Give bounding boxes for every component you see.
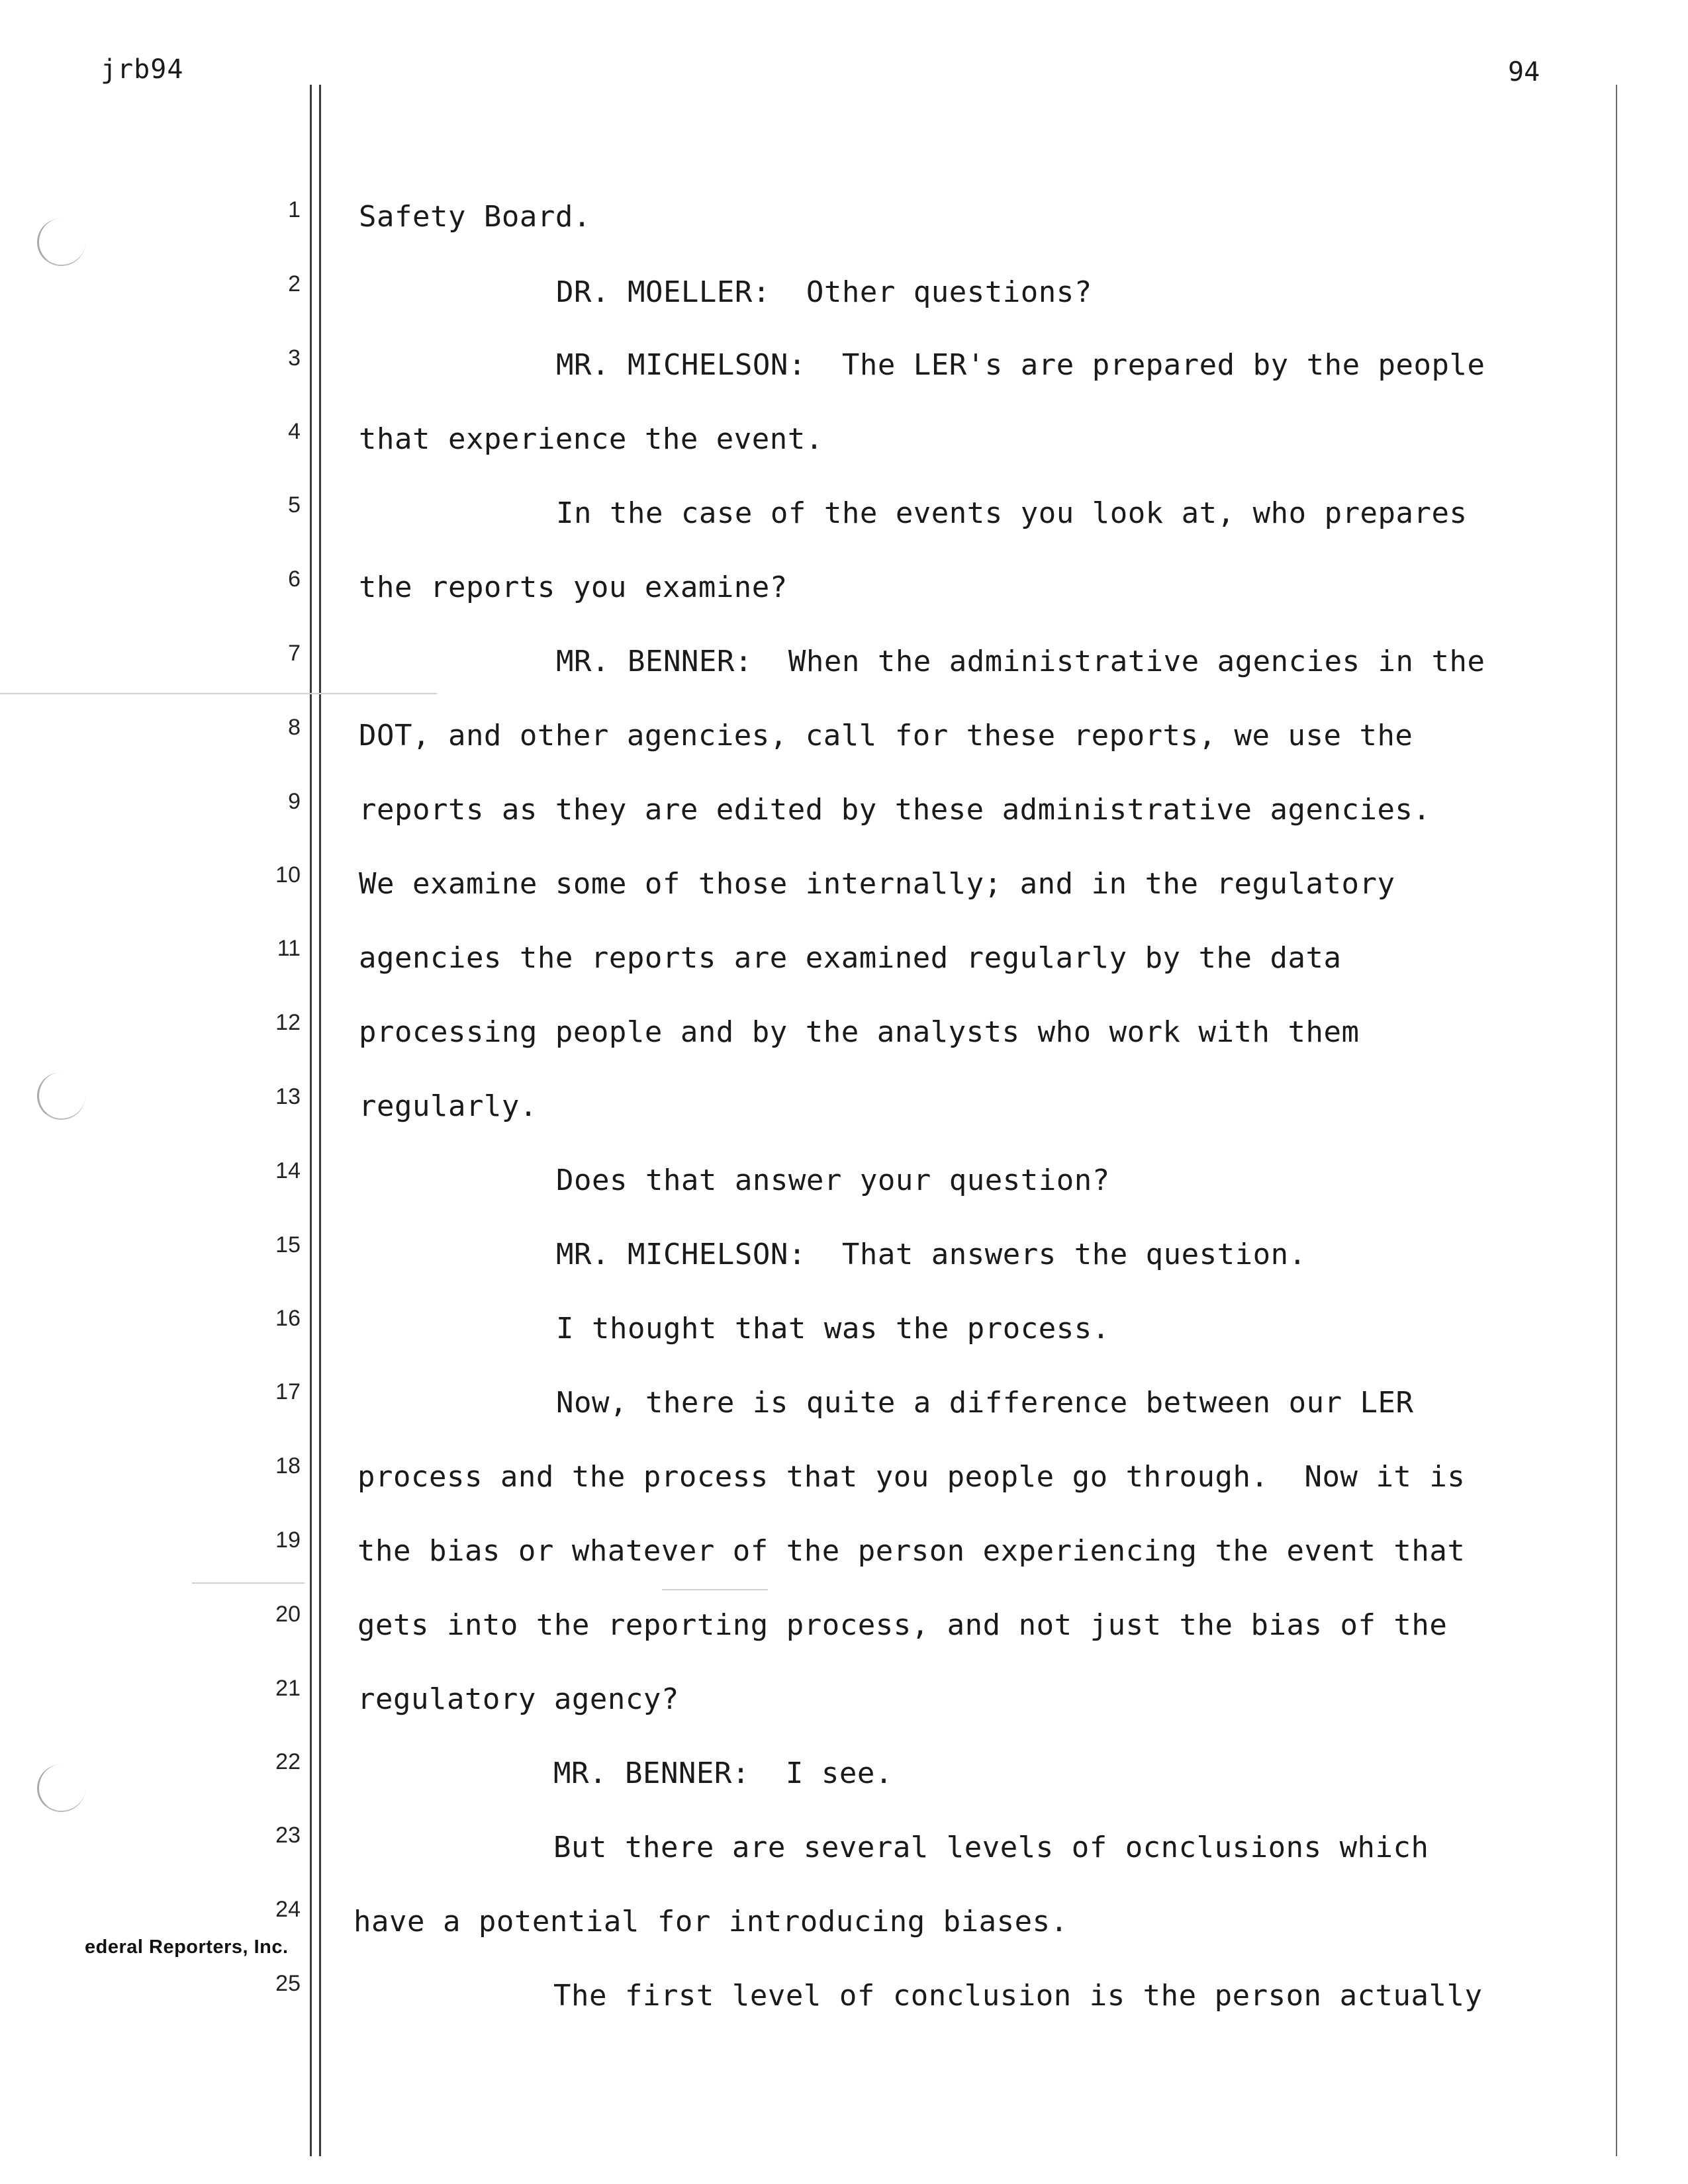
line-number: 5: [288, 492, 301, 518]
transcript-line: MR. MICHELSON: The LER's are prepared by the people: [556, 348, 1485, 382]
line-number: 24: [275, 1897, 301, 1922]
left-margin-rule-outer: [310, 85, 312, 2156]
line-number: 20: [275, 1602, 301, 1627]
line-number: 14: [275, 1158, 301, 1183]
line-number: 2: [288, 271, 301, 296]
transcript-line: regularly.: [359, 1089, 538, 1123]
scan-streak: [662, 1589, 768, 1590]
line-number: 25: [275, 1971, 301, 1996]
transcript-line: The first level of conclusion is the person actually: [553, 1979, 1483, 2013]
transcript-line: Safety Board.: [359, 200, 591, 234]
line-number: 10: [275, 862, 301, 887]
transcript-line: process and the process that you people go through. Now it is: [357, 1460, 1466, 1494]
file-code: jrb94: [101, 54, 184, 85]
line-number: 15: [275, 1232, 301, 1257]
line-number: 12: [275, 1010, 301, 1035]
transcript-line: Now, there is quite a difference between our LER: [556, 1386, 1414, 1420]
transcript-line: Does that answer your question?: [556, 1163, 1110, 1197]
line-number: 1: [288, 197, 301, 222]
line-number: 13: [275, 1084, 301, 1109]
transcript-line: processing people and by the analysts who work with them: [359, 1015, 1360, 1049]
right-margin-rule: [1616, 85, 1617, 2156]
line-number: 22: [275, 1749, 301, 1774]
line-number: 18: [275, 1453, 301, 1479]
line-number: 16: [275, 1306, 301, 1331]
line-number: 8: [288, 715, 301, 740]
scan-streak: [0, 693, 437, 694]
line-number: 21: [275, 1676, 301, 1701]
scan-streak: [192, 1582, 305, 1584]
punch-hole-mark: [37, 218, 85, 266]
page-number: 94: [1508, 57, 1540, 87]
transcript-line: MR. BENNER: When the administrative agencies in the: [556, 645, 1485, 678]
transcript-line: But there are several levels of ocnclusions which: [553, 1831, 1429, 1864]
transcript-line: regulatory agency?: [357, 1682, 679, 1716]
line-number: 9: [288, 789, 301, 814]
line-number: 7: [288, 641, 301, 666]
transcript-line: the bias or whatever of the person experiencing the event that: [357, 1534, 1466, 1568]
punch-hole-mark: [37, 1764, 85, 1812]
transcript-line: I thought that was the process.: [556, 1312, 1110, 1345]
transcript-line: DR. MOELLER: Other questions?: [556, 275, 1092, 309]
transcript-line: have a potential for introducing biases.: [353, 1905, 1068, 1938]
transcript-line: MR. BENNER: I see.: [553, 1756, 893, 1790]
transcript-line: DOT, and other agencies, call for these reports, we use the: [359, 719, 1413, 752]
transcript-line: gets into the reporting process, and not just the bias of the: [357, 1608, 1448, 1642]
reporter-firm-name: ederal Reporters, Inc.: [85, 1936, 289, 1958]
line-number: 23: [275, 1823, 301, 1848]
left-margin-rule-inner: [319, 85, 321, 2156]
line-number: 6: [288, 567, 301, 592]
transcript-line: reports as they are edited by these administrative agencies.: [359, 793, 1431, 827]
transcript-line: MR. MICHELSON: That answers the question.: [556, 1238, 1307, 1271]
punch-hole-mark: [37, 1072, 85, 1120]
transcript-line: the reports you examine?: [359, 570, 788, 604]
transcript-line: In the case of the events you look at, who prepares: [556, 496, 1468, 530]
line-number: 19: [275, 1527, 301, 1553]
transcript-line: We examine some of those internally; and in the regulatory: [359, 867, 1395, 901]
line-number: 17: [275, 1379, 301, 1404]
line-number: 3: [288, 345, 301, 371]
line-number: 4: [288, 419, 301, 444]
transcript-line: agencies the reports are examined regularly by the data: [359, 941, 1342, 975]
line-number: 11: [277, 936, 301, 961]
transcript-line: that experience the event.: [359, 422, 823, 456]
